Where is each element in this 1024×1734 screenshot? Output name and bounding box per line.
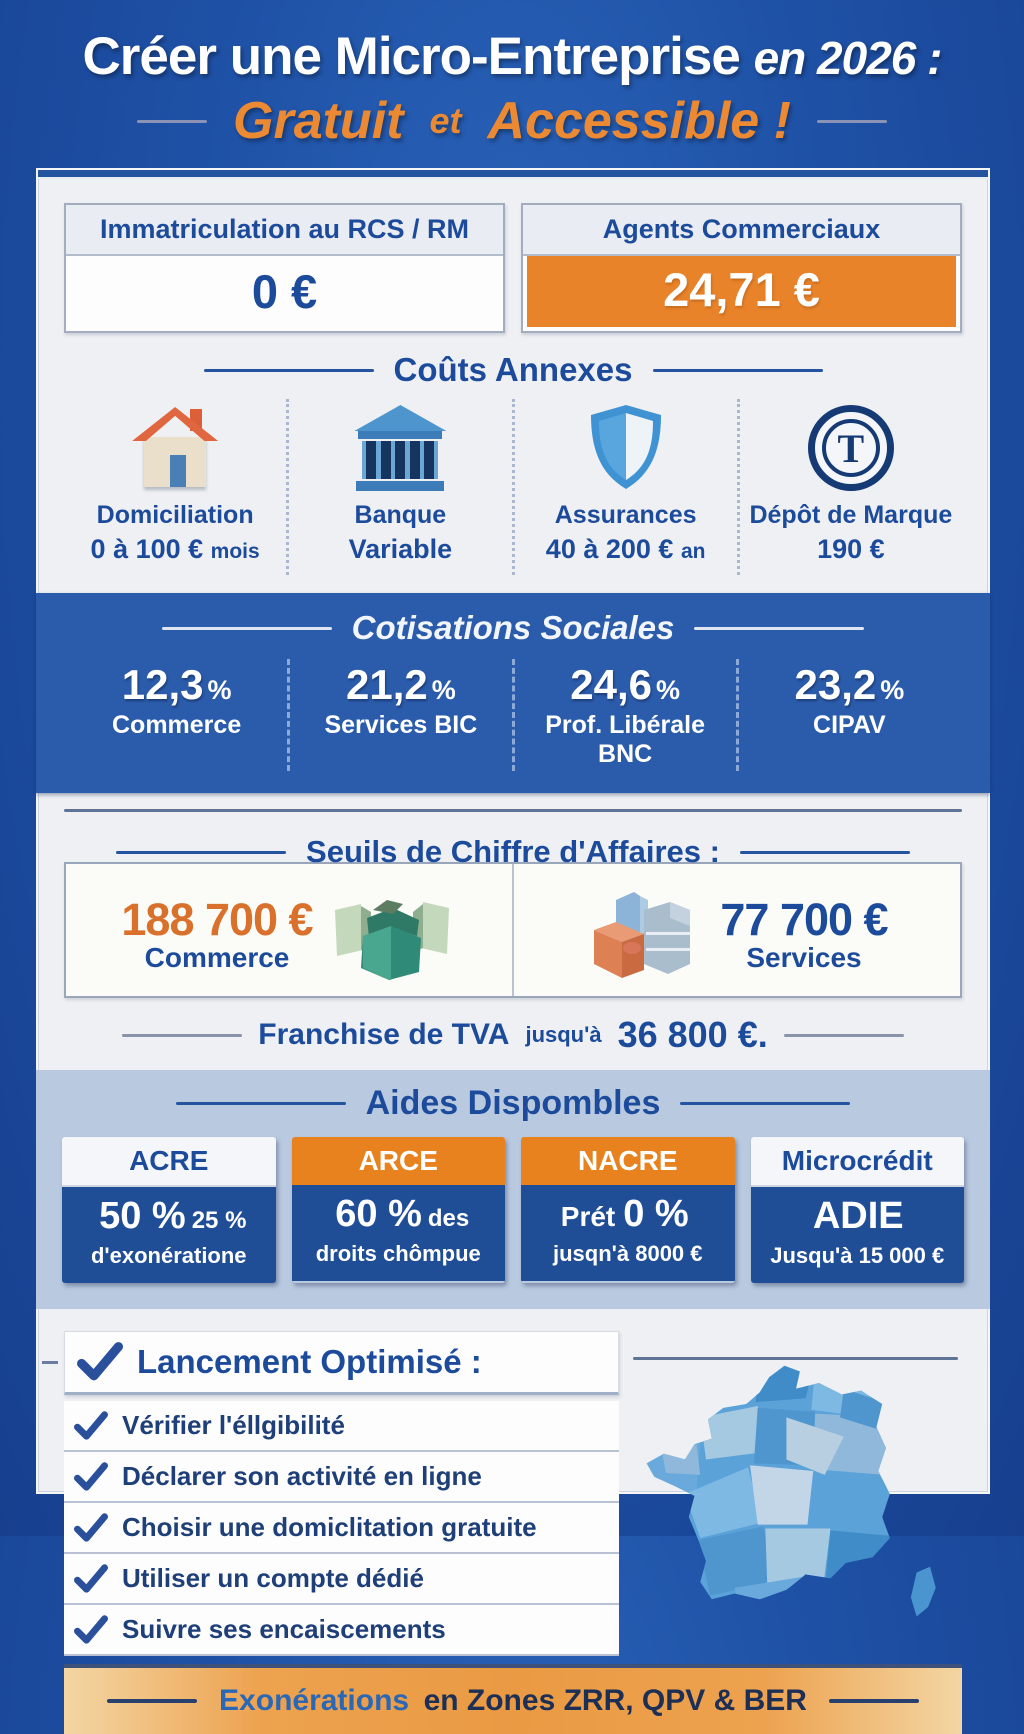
- exonerations-zones: en Zones ZRR, QPV & BER: [423, 1684, 807, 1717]
- launch-item-text: Suivre ses encaiscements: [122, 1614, 446, 1644]
- bank-icon: [354, 405, 446, 491]
- seuil-services: [512, 864, 960, 996]
- launch-item-text: Choisir une domiclitation gratuite: [122, 1512, 537, 1542]
- fee-box-agents: [521, 203, 962, 333]
- annex-label: Assurances: [554, 501, 697, 529]
- france-map: [631, 1360, 961, 1628]
- annex-label: Banque: [354, 501, 447, 529]
- launch-item: [64, 1503, 619, 1554]
- annex-label: Domiciliation: [96, 501, 254, 529]
- annex-value-unit: an: [680, 540, 706, 563]
- launch-map-area: [619, 1331, 962, 1656]
- title-main: Créer une Micro-Entreprise: [82, 27, 740, 86]
- annex-value-unit: mois: [210, 540, 260, 563]
- launch-item-text: Utiliser un compte dédié: [122, 1563, 424, 1593]
- aide-card-nacre: NACRE Prét 0 % jusqn'à 8000 €: [521, 1137, 735, 1283]
- fee-box-agents-value: 24,71 €: [527, 256, 956, 327]
- cotisation-cipav: 23,2 % CIPAV: [736, 659, 960, 771]
- seuils-heading-text: Seuils de Chiffre d'Affaires :: [306, 834, 720, 869]
- aide-card-arce: ARCE 60 % des droits chômpue: [292, 1137, 506, 1283]
- annex-marque: [737, 399, 962, 575]
- cotisation-label: Services BIC: [324, 711, 478, 739]
- registration-fee-row: [64, 203, 962, 333]
- seuils-heading: [64, 834, 962, 870]
- annex-value: 40 à 200 €: [545, 534, 674, 564]
- launch-item: [64, 1401, 619, 1452]
- launch-checklist: [64, 1331, 619, 1656]
- cotisations-band: [36, 593, 990, 793]
- subtitle-connector: et: [429, 100, 462, 141]
- aide-card-title: ACRE: [62, 1137, 276, 1187]
- title-suffix: en 2026 :: [753, 32, 942, 84]
- annex-value: 0 à 100 €: [90, 534, 204, 564]
- check-icon: [74, 1564, 108, 1594]
- check-icon: [74, 1411, 108, 1441]
- cotisation-liberale-bnc: 24,6 % Prof. Libérale BNC: [512, 659, 736, 771]
- aide-card-detail: d'exonératione: [90, 1243, 247, 1268]
- main-panel: [36, 168, 990, 1717]
- cotisation-pct: 24,6: [570, 661, 652, 708]
- annex-costs-row: [64, 399, 962, 575]
- check-icon: [74, 1462, 108, 1492]
- tva-label: Franchise de TVA: [258, 1018, 510, 1051]
- fee-box-rcs: [64, 203, 505, 333]
- trademark-icon: T: [808, 405, 894, 491]
- seuil-commerce-value: 188 700 €: [121, 894, 313, 945]
- cotisation-pct: 23,2: [794, 661, 877, 708]
- cotisation-label: CIPAV: [813, 711, 886, 739]
- launch-item: [64, 1554, 619, 1605]
- subtitle-right-dash: [817, 120, 887, 123]
- annex-banque: [286, 399, 511, 575]
- cotisation-label: Commerce: [112, 711, 242, 739]
- check-icon: [77, 1342, 123, 1382]
- poster-header: [0, 0, 1024, 166]
- page-subtitle: [0, 91, 1024, 151]
- check-icon: [74, 1513, 108, 1543]
- tva-mid: jusqu'à: [525, 1022, 602, 1047]
- page-title: [0, 26, 1024, 87]
- annex-label: Dépôt de Marque: [749, 501, 953, 529]
- seuils-box: [64, 862, 962, 998]
- section-divider: [64, 809, 962, 812]
- aide-card-acre: ACRE 50 % 25 % d'exonératione: [62, 1137, 276, 1283]
- tva-franchise-line: [64, 1014, 962, 1056]
- aide-card-detail: jusqn'à 8000 €: [552, 1241, 703, 1266]
- annex-value: Variable: [348, 534, 453, 564]
- market-icon: [327, 888, 457, 980]
- seuil-services-value: 77 700 €: [720, 894, 888, 945]
- office-icon: [586, 886, 706, 982]
- fee-box-rcs-label: Immatriculation au RCS / RM: [66, 205, 503, 256]
- cotisation-commerce: 12,3 % Commerce: [66, 659, 287, 771]
- launch-item-text: Vérifier l'éllgibilité: [122, 1410, 345, 1440]
- seuil-commerce: [66, 864, 512, 996]
- subtitle-word-gratuit: Gratuit: [233, 92, 404, 150]
- launch-heading-text: Lancement Optimisé :: [137, 1343, 482, 1380]
- subtitle-word-accessible: Accessible !: [487, 92, 791, 150]
- launch-item: [64, 1452, 619, 1503]
- annex-assurances: [512, 399, 737, 575]
- cotisations-row: [66, 659, 960, 771]
- aide-card-title: NACRE: [521, 1137, 735, 1185]
- launch-section: [64, 1331, 962, 1656]
- cotisation-pct: 21,2: [345, 661, 428, 708]
- cotisation-pct: 12,3: [121, 661, 204, 708]
- annex-value: 190 €: [817, 534, 885, 564]
- annex-heading-text: Coûts Annexes: [393, 351, 633, 388]
- exonerations-band: [64, 1668, 962, 1734]
- cotisations-heading-text: Cotisations Sociales: [351, 609, 675, 646]
- seuil-commerce-label: Commerce: [144, 942, 290, 973]
- aide-card-detail: droits chômpue: [315, 1241, 481, 1266]
- fee-box-agents-label: Agents Commerciaux: [523, 205, 960, 256]
- aides-heading-text: Aides Dispombles: [365, 1084, 661, 1122]
- subtitle-left-dash: [137, 120, 207, 123]
- cotisations-heading: [66, 609, 960, 647]
- cotisation-services-bic: 21,2 % Services BIC: [287, 659, 511, 771]
- annex-domiciliation: [64, 399, 286, 575]
- tva-value: 36 800 €.: [617, 1014, 768, 1055]
- panel-top-rule: [38, 170, 988, 179]
- aides-heading: [62, 1084, 964, 1123]
- cotisation-label: Prof. Libérale BNC: [545, 711, 705, 768]
- annex-section-heading: [64, 351, 962, 389]
- aides-cards-row: [62, 1137, 964, 1283]
- house-icon: [132, 407, 218, 491]
- check-icon: [74, 1615, 108, 1645]
- shield-icon: [587, 403, 665, 491]
- launch-item: [64, 1605, 619, 1656]
- launch-heading-row: [64, 1331, 619, 1395]
- launch-item-text: Déclarer son activité en ligne: [122, 1461, 482, 1491]
- seuil-services-label: Services: [746, 942, 862, 973]
- aides-band: [36, 1070, 990, 1309]
- aide-card-detail: Jusqu'à 15 000 €: [770, 1243, 945, 1268]
- aide-card-title: Microcrédit: [751, 1137, 965, 1187]
- aide-card-microcredit: Microcrédit ADIE Jusqu'à 15 000 €: [751, 1137, 965, 1283]
- fee-box-rcs-value: 0 €: [251, 265, 318, 318]
- exonerations-word: Exonérations: [219, 1684, 410, 1717]
- aide-card-title: ARCE: [292, 1137, 506, 1185]
